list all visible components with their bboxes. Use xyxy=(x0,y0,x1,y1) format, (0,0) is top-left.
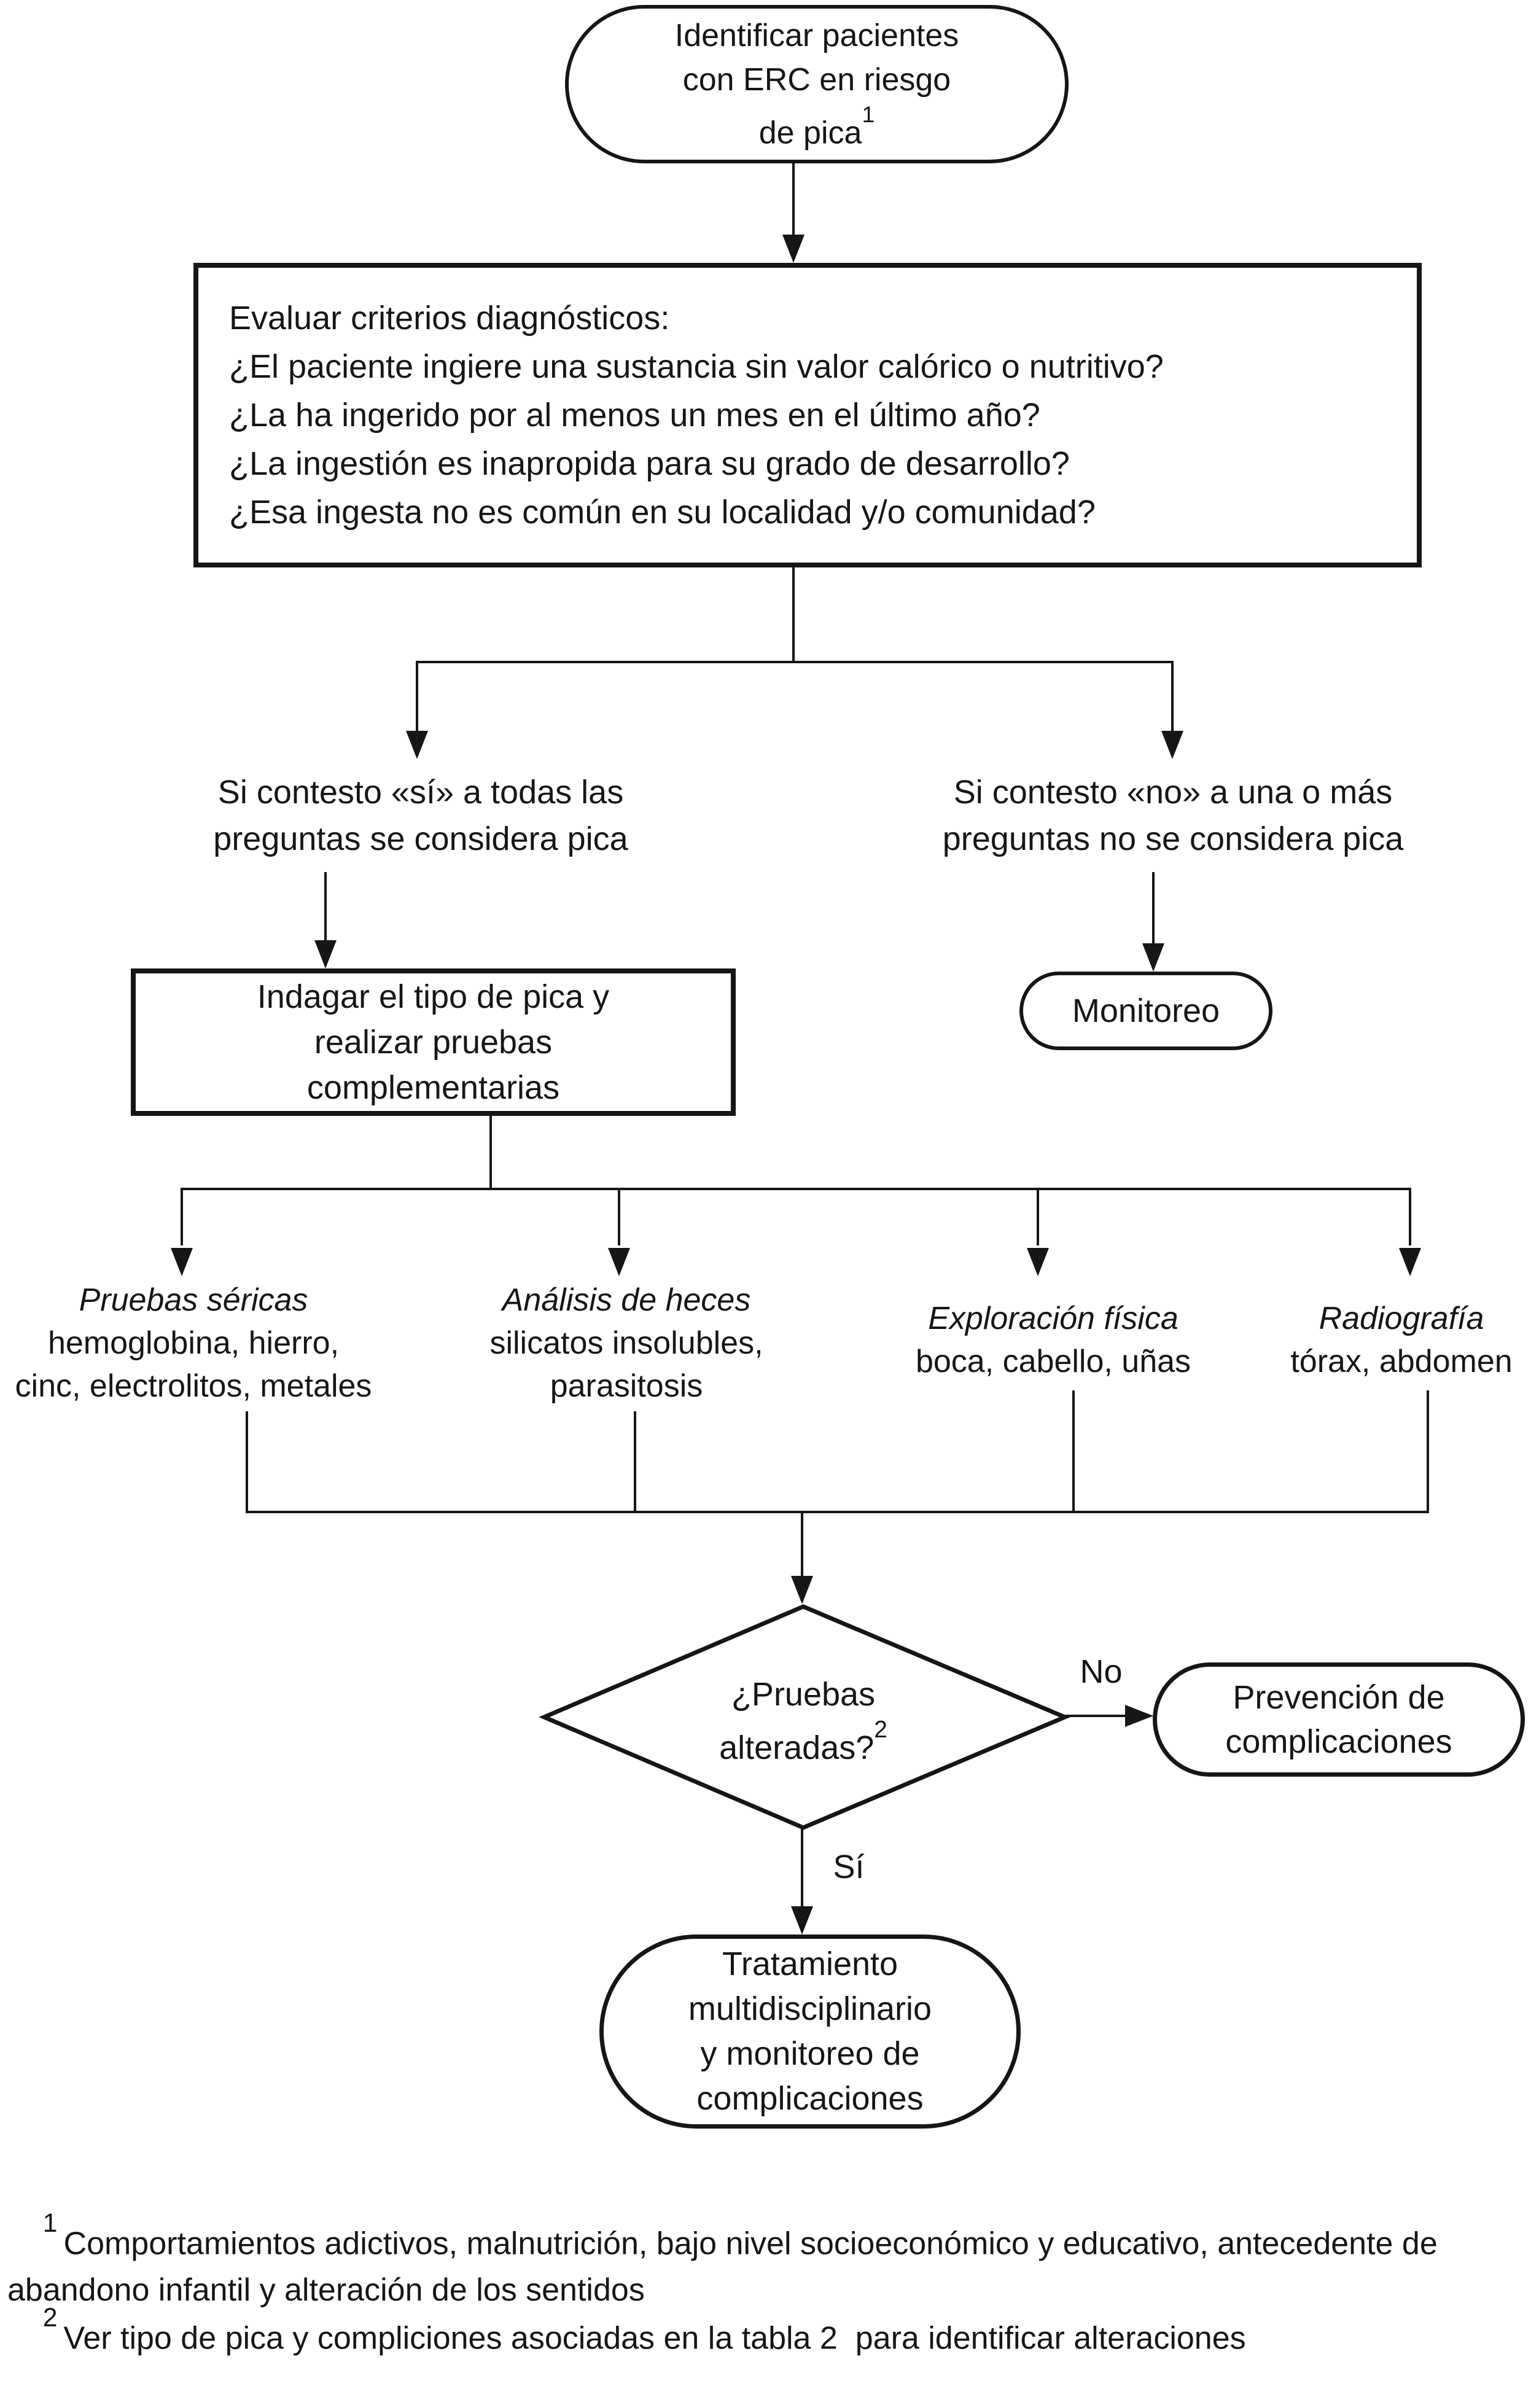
text-line: Identificar pacientes xyxy=(674,17,959,53)
arrow-down-icon xyxy=(1027,1248,1049,1276)
test-physical-label xyxy=(890,1297,1216,1383)
connector-decision-treatment xyxy=(801,1828,803,1907)
text-line xyxy=(759,102,875,155)
connector-split-horizontal xyxy=(416,661,1174,663)
footnote-ref-2: 2 xyxy=(874,1716,887,1743)
text-line: ¿Esa ingesta no es común en su localidad y/o comunidad? xyxy=(229,493,1096,531)
connector-split-left xyxy=(416,661,418,732)
connector-test3-collector xyxy=(1072,1390,1075,1513)
text-line: complicaciones xyxy=(1225,1723,1452,1760)
footnote-2 xyxy=(7,2259,1533,2408)
text-line: ¿La ingestión es inapropida para su grado de desarrollo? xyxy=(229,445,1070,482)
text-line: de pica xyxy=(758,115,862,151)
footnote-text: Ver tipo de pica y compliciones asociadas en la tabla 2 para identificar alteraciones xyxy=(63,2320,1246,2356)
text-line: Si contesto «no» a una o más xyxy=(953,774,1393,811)
connector-test1-collector xyxy=(246,1411,248,1513)
connector-distributor-test1 xyxy=(181,1189,183,1245)
text-line: preguntas se considera pica xyxy=(213,820,628,857)
test-xray-label xyxy=(1264,1297,1539,1383)
connector-collector-decision xyxy=(801,1512,803,1577)
connector-test4-collector xyxy=(1427,1390,1429,1513)
text-line: Sí xyxy=(833,1849,865,1885)
connector-yes-investigate xyxy=(324,872,327,942)
arrow-down-icon xyxy=(791,1906,813,1935)
connector-investigate-distributor xyxy=(489,1116,492,1189)
text-line: complementarias xyxy=(306,1069,560,1106)
connector-distributor-test3 xyxy=(1037,1189,1039,1245)
text-line: ¿La ha ingerido por al menos un mes en el último año? xyxy=(229,396,1040,434)
test-title: Pruebas séricas xyxy=(79,1282,308,1318)
arrow-down-icon xyxy=(1161,731,1183,759)
connector-split-right xyxy=(1171,661,1174,732)
footnote-marker-2: 2 xyxy=(42,2303,58,2333)
arrow-down-icon xyxy=(782,235,805,263)
connector-no-monitor xyxy=(1152,872,1155,945)
arrow-down-icon xyxy=(406,731,428,759)
treatment-node xyxy=(599,1935,1021,2129)
connector-criteria-split xyxy=(792,567,795,663)
text-line: multidisciplinario xyxy=(688,1990,932,2027)
criteria-box xyxy=(193,263,1422,567)
collector-line xyxy=(246,1511,1429,1513)
text-line: boca, cabello, uñas xyxy=(915,1344,1191,1379)
connector-start-criteria xyxy=(792,163,795,238)
text-line: Tratamiento xyxy=(722,1946,898,1982)
text-line: No xyxy=(1080,1653,1123,1690)
arrow-right-icon xyxy=(1125,1705,1153,1727)
text-line: hemoglobina, hierro, xyxy=(47,1325,340,1361)
investigate-box xyxy=(131,968,736,1116)
footnote-text: Comportamientos adictivos, malnutrición, bajo nivel socioeconómico y educativo, antecedente de abandono infantil y alteración de los sentidos xyxy=(7,2226,1447,2309)
text-line: Si contesto «sí» a todas las xyxy=(217,774,624,811)
text-line: y monitoreo de xyxy=(700,2035,920,2072)
text-line: tórax, abdomen xyxy=(1290,1344,1513,1379)
text-line: Indagar el tipo de pica y xyxy=(257,978,610,1015)
text-line: Evaluar criterios diagnósticos: xyxy=(229,299,670,337)
arrow-down-icon xyxy=(608,1248,630,1276)
arrow-down-icon xyxy=(1399,1248,1421,1276)
branch-no-label xyxy=(900,769,1446,862)
text-line: complicaciones xyxy=(696,2080,924,2117)
test-title: Exploración física xyxy=(928,1301,1179,1336)
connector-decision-prevention xyxy=(1065,1715,1126,1717)
test-stool-label xyxy=(448,1279,805,1408)
text-line: preguntas no se considera pica xyxy=(942,820,1404,857)
text-line: con ERC en riesgo xyxy=(682,61,951,98)
connector-distributor-test4 xyxy=(1409,1189,1411,1245)
arrow-down-icon xyxy=(314,940,337,968)
branch-yes-label xyxy=(154,769,688,862)
arrow-down-icon xyxy=(171,1248,193,1276)
start-node xyxy=(565,5,1069,163)
text-line: Monitoreo xyxy=(1072,992,1220,1029)
monitor-node xyxy=(1019,972,1272,1050)
footnote-ref-1: 1 xyxy=(862,101,875,128)
text-line: ¿Pruebas xyxy=(731,1676,876,1713)
distributor-line xyxy=(181,1188,1411,1190)
text-line: Prevención de xyxy=(1233,1679,1445,1716)
text-line: cinc, electrolitos, metales xyxy=(15,1368,372,1404)
test-title: Radiografía xyxy=(1319,1301,1484,1336)
test-title: Análisis de heces xyxy=(502,1282,751,1318)
prevention-node xyxy=(1153,1662,1525,1777)
test-serum-label xyxy=(0,1279,387,1408)
text-line xyxy=(619,1717,988,1771)
decision-text xyxy=(619,1672,988,1771)
footnote-marker-1: 1 xyxy=(42,2208,58,2239)
arrow-down-icon xyxy=(1142,943,1164,972)
text-line: ¿El paciente ingiere una sustancia sin valor calórico o nutritivo? xyxy=(229,348,1164,385)
text-line: parasitosis xyxy=(550,1368,703,1404)
text-line: realizar pruebas xyxy=(314,1024,553,1061)
edge-label-si xyxy=(818,1849,879,1885)
connector-distributor-test2 xyxy=(618,1189,620,1245)
text-line: silicatos insolubles, xyxy=(489,1325,763,1361)
text-line: alteradas? xyxy=(719,1729,875,1766)
edge-label-no xyxy=(1070,1653,1132,1690)
connector-test2-collector xyxy=(634,1411,636,1513)
